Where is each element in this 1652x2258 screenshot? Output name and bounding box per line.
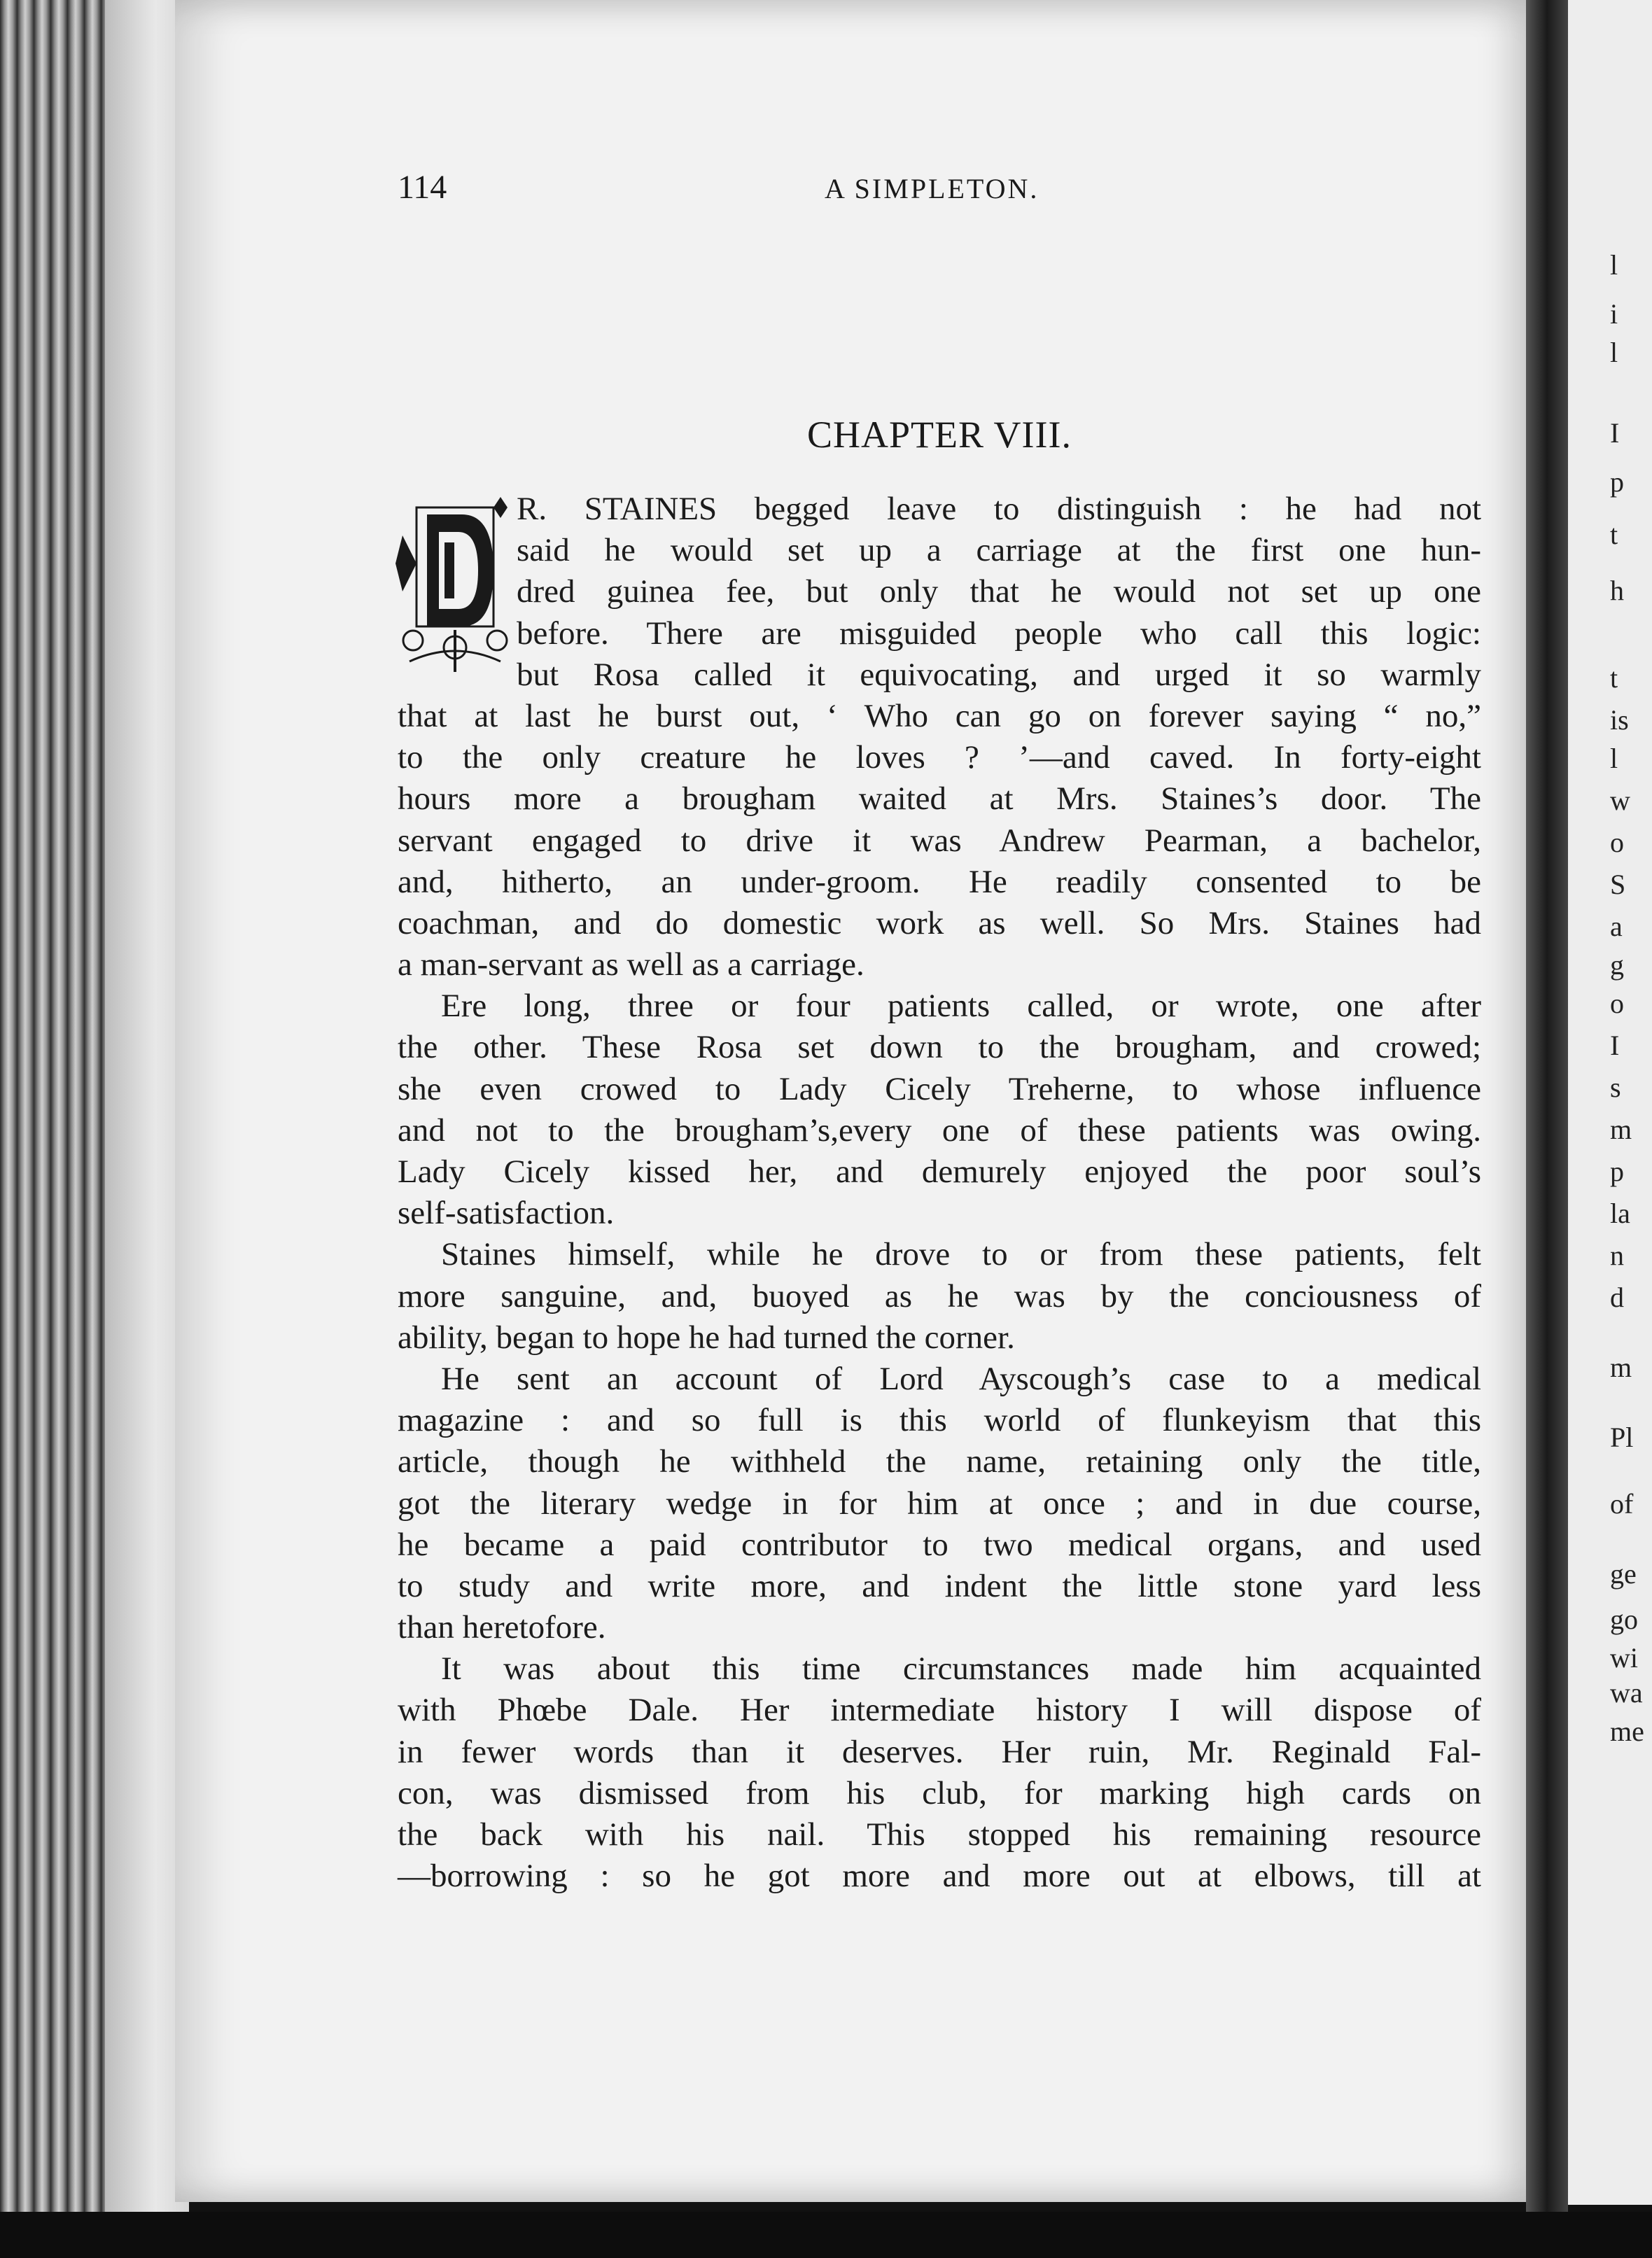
- page-number: 114: [398, 169, 447, 206]
- facing-page-fragment: go: [1610, 1604, 1638, 1635]
- chapter-body: [398, 489, 1481, 1897]
- text-line: He sent an account of Lord Ayscough’s case to a medical: [441, 1360, 1481, 1397]
- facing-page-fragment: p: [1610, 466, 1624, 498]
- facing-page-fragment: o: [1610, 827, 1624, 858]
- text-line: he became a paid contributor to two medical organs, and used: [398, 1526, 1481, 1563]
- facing-page-fragment: wa: [1610, 1677, 1643, 1709]
- facing-page-fragment: a: [1610, 911, 1623, 942]
- facing-page-fragment: me: [1610, 1716, 1644, 1747]
- text-line: before. There are misguided people who call this logic:: [517, 615, 1481, 652]
- facing-page-fragment: s: [1610, 1072, 1621, 1103]
- facing-page-fragment: of: [1610, 1488, 1634, 1520]
- text-line: Staines himself, while he drove to or from these patients, felt: [441, 1236, 1481, 1273]
- text-line: and not to the brougham’s,every one of these patients was owing.: [398, 1112, 1481, 1149]
- text-line: to the only creature he loves ? ’—and caved. In forty-eight: [398, 739, 1481, 776]
- text-line: the other. These Rosa set down to the brougham, and crowed;: [398, 1029, 1481, 1066]
- text-line: than heretofore.: [398, 1609, 606, 1646]
- text-line: Lady Cicely kissed her, and demurely enjoyed the poor soul’s: [398, 1153, 1481, 1190]
- facing-page-fragment: i: [1610, 298, 1618, 330]
- facing-page-fragment: is: [1610, 704, 1629, 736]
- facing-page-fragment: t: [1610, 519, 1618, 550]
- text-line: that at last he burst out, ‘ Who can go on forever saying “ no,”: [398, 697, 1481, 734]
- text-line: dred guinea fee, but only that he would not set up one: [517, 573, 1481, 610]
- chapter-title: CHAPTER VIII.: [806, 414, 1072, 456]
- text-line: hours more a brougham waited at Mrs. Staines’s door. The: [398, 780, 1481, 818]
- facing-page-fragment: l: [1610, 743, 1618, 774]
- text-line: the back with his nail. This stopped his remaining resource: [398, 1816, 1481, 1853]
- facing-page-fragment: S: [1610, 869, 1626, 900]
- text-line: It was about this time circumstances made him acquainted: [441, 1650, 1481, 1688]
- text-line: but Rosa called it equivocating, and urged it so warmly: [517, 656, 1481, 693]
- text-line: ability, began to hope he had turned the corner.: [398, 1319, 1015, 1356]
- text-line: said he would set up a carriage at the first one hun-: [517, 532, 1481, 569]
- facing-page-fragment: m: [1610, 1352, 1632, 1383]
- text-line: Ere long, three or four patients called, or wrote, one after: [441, 988, 1481, 1025]
- text-line: a man-servant as well as a carriage.: [398, 946, 864, 983]
- facing-page-fragment: h: [1610, 575, 1624, 606]
- book-gutter: [1526, 0, 1568, 2212]
- text-line: to study and write more, and indent the little stone yard less: [398, 1567, 1481, 1604]
- text-line: and, hitherto, an under-groom. He readily consented to be: [398, 863, 1481, 900]
- facing-page-fragment: ge: [1610, 1558, 1637, 1590]
- facing-page-fragment: w: [1610, 785, 1630, 816]
- text-line: servant engaged to drive it was Andrew Pearman, a bachelor,: [398, 822, 1481, 859]
- facing-page-fragment: I: [1610, 1030, 1620, 1061]
- facing-page-fragment: m: [1610, 1114, 1632, 1145]
- page-header: [398, 168, 1481, 210]
- facing-page-fragment: o: [1610, 988, 1624, 1019]
- text-line: con, was dismissed from his club, for marking high cards on: [398, 1774, 1481, 1811]
- facing-page-fragment: l: [1610, 337, 1618, 368]
- facing-page-fragment: t: [1610, 662, 1618, 694]
- facing-page-fragment: g: [1610, 949, 1624, 981]
- page-edge-stack: [0, 0, 189, 2258]
- facing-page-fragment: n: [1610, 1240, 1624, 1271]
- text-line: magazine : and so full is this world of flunkeyism that this: [398, 1402, 1481, 1439]
- facing-page-fragment: wi: [1610, 1642, 1638, 1674]
- text-line: R. STAINES begged leave to distinguish : he had not: [517, 491, 1481, 527]
- facing-page-fragment: l: [1610, 249, 1618, 281]
- text-line: coachman, and do domestic work as well. So Mrs. Staines had: [398, 904, 1481, 941]
- facing-page-fragment: p: [1610, 1156, 1624, 1187]
- facing-page-fragment: I: [1610, 417, 1620, 449]
- text-line: with Phœbe Dale. Her intermediate history I will dispose of: [398, 1692, 1481, 1729]
- text-line: —borrowing : so he got more and more out at elbows, till at: [398, 1858, 1481, 1895]
- scan-bottom-border: [0, 2212, 1652, 2258]
- text-line: got the literary wedge in for him at once ; and in due course,: [398, 1485, 1481, 1522]
- facing-page-fragment: d: [1610, 1282, 1624, 1313]
- text-line: she even crowed to Lady Cicely Treherne, to whose influence: [398, 1070, 1481, 1107]
- text-line: in fewer words than it deserves. Her ruin, Mr. Reginald Fal-: [398, 1733, 1481, 1770]
- running-head: A SIMPLETON.: [825, 173, 1040, 204]
- text-line: article, though he withheld the name, retaining only the title,: [398, 1443, 1481, 1480]
- facing-page-fragment: Pl: [1610, 1422, 1634, 1453]
- text-line: self-satisfaction.: [398, 1195, 615, 1232]
- facing-page-fragment: la: [1610, 1198, 1630, 1229]
- text-line: more sanguine, and, buoyed as he was by the conciousness of: [398, 1277, 1481, 1314]
